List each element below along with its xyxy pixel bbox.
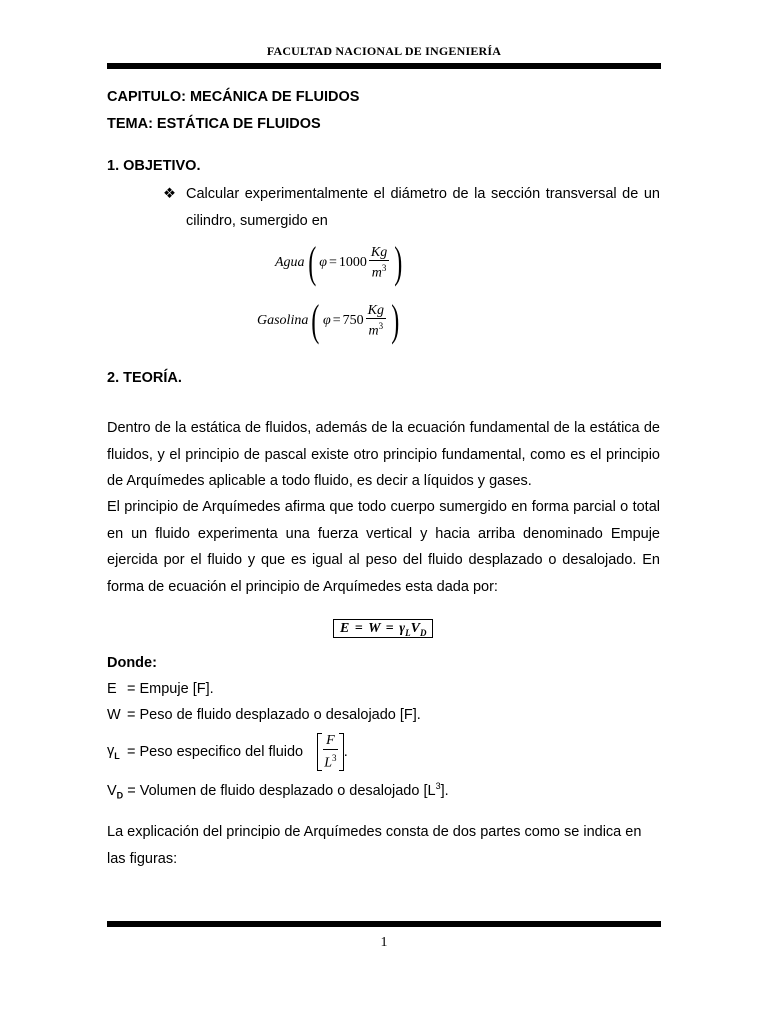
eq2-denominator: m <box>368 323 379 339</box>
eq1-value: 1000 <box>338 255 367 270</box>
donde-item-w-symbol: W <box>107 707 121 723</box>
page-number: 1 <box>380 935 388 950</box>
formula-equals-2: = <box>385 621 394 636</box>
header-rule <box>107 63 661 69</box>
section-objetivo-heading: 1. OBJETIVO. <box>107 158 201 174</box>
donde-heading: Donde: <box>107 655 157 671</box>
donde-item-e-text: = Empuje [F]. <box>127 681 214 697</box>
donde-vd-symbol: V <box>107 782 117 799</box>
formula-gamma-sub: L <box>405 627 411 638</box>
donde-item-e-symbol: E <box>107 681 117 697</box>
gamma-units-exponent: 3 <box>332 752 337 763</box>
eq2-equals: = <box>332 313 341 328</box>
equation-gasolina: Gasolina ( φ = 750 $\frac{Kg}{m^3}$ ) <box>257 296 400 345</box>
eq1-symbol: φ <box>319 255 327 270</box>
eq1-fraction <box>369 245 389 281</box>
donde-item-e <box>107 681 214 697</box>
gamma-units-denominator: L <box>324 755 333 771</box>
chapter-title: CAPITULO: MECÁNICA DE FLUIDOS <box>107 89 360 105</box>
eq2-value: 750 <box>342 313 364 328</box>
footer-rule <box>107 921 661 927</box>
eq1-exponent: 3 <box>381 263 387 274</box>
header-title: FACULTAD NACIONAL DE INGENIERÍA <box>266 44 502 58</box>
bullet-diamond-icon: ❖ <box>163 186 176 202</box>
donde-gamma-text: = Peso especifico del fluido <box>127 744 304 760</box>
gamma-units-bracket <box>317 733 344 772</box>
eq1-fluid: Agua <box>275 255 305 270</box>
eq1-equals: = <box>328 255 337 270</box>
gamma-units-numerator: F <box>323 733 338 750</box>
closing-paragraph: La explicación del principio de Arquímedes consta de dos partes como se indica en las figuras: <box>107 824 642 867</box>
formula-E: E <box>340 621 350 636</box>
eq2-fraction <box>366 303 386 339</box>
topic-title: TEMA: ESTÁTICA DE FLUIDOS <box>107 116 321 132</box>
eq1-denominator: m <box>371 265 382 281</box>
donde-gamma-tail: . <box>343 744 348 760</box>
donde-vd-text: = Volumen de fluido desplazado o desalojado [L <box>127 782 436 799</box>
donde-item-w <box>107 707 421 723</box>
donde-item-w-text: = Peso de fluido desplazado o desalojado [F]. <box>127 707 421 723</box>
eq1-numerator: Kg <box>370 245 388 261</box>
eq2-numerator: Kg <box>367 303 384 319</box>
archimedes-formula <box>333 619 433 638</box>
donde-vd-exponent: 3 <box>435 781 441 791</box>
formula-W: W <box>368 621 381 636</box>
formula-equals-1: = <box>354 621 363 636</box>
formula-V-sub: D <box>419 627 427 638</box>
equation-agua: Agua ( φ = 1000 $\frac{Kg}{m^3}$ ) <box>275 238 403 287</box>
donde-gamma-sub: L <box>114 750 120 761</box>
eq2-exponent: 3 <box>378 321 384 332</box>
teoria-paragraph-2: El principio de Arquímedes afirma que todo cuerpo sumergido en forma parcial o total en un fluido experimenta una fuerza vertical y hacia arriba denominado Empuje ejercida por el fluido y que es igual al peso del fluido desplazado o desalojado. En forma de ecuación el principio de Arquímedes esta dada por: <box>107 499 660 595</box>
eq2-fluid: Gasolina <box>257 313 309 328</box>
donde-vd-tail: ]. <box>440 782 449 799</box>
section-teoria-heading: 2. TEORÍA. <box>107 370 182 386</box>
donde-gamma-symbol: γ <box>107 743 115 760</box>
formula-gamma: γ <box>399 621 406 636</box>
teoria-paragraph-1: Dentro de la estática de fluidos, además de la ecuación fundamental de la estática de fluidos, y el principio de pascal existe otro principio fundamental, como es el principio de Arquímedes aplicable a todo fluido, es decir a líquidos y gases. <box>107 420 660 489</box>
donde-vd-sub: D <box>116 790 124 801</box>
donde-item-gamma <box>107 732 348 772</box>
formula-V: V <box>410 621 420 636</box>
objetivo-text: Calcular experimentalmente el diámetro de la sección transversal de un cilindro, sumergido en <box>186 186 660 229</box>
donde-item-vd <box>107 781 449 801</box>
eq2-symbol: φ <box>323 313 331 328</box>
